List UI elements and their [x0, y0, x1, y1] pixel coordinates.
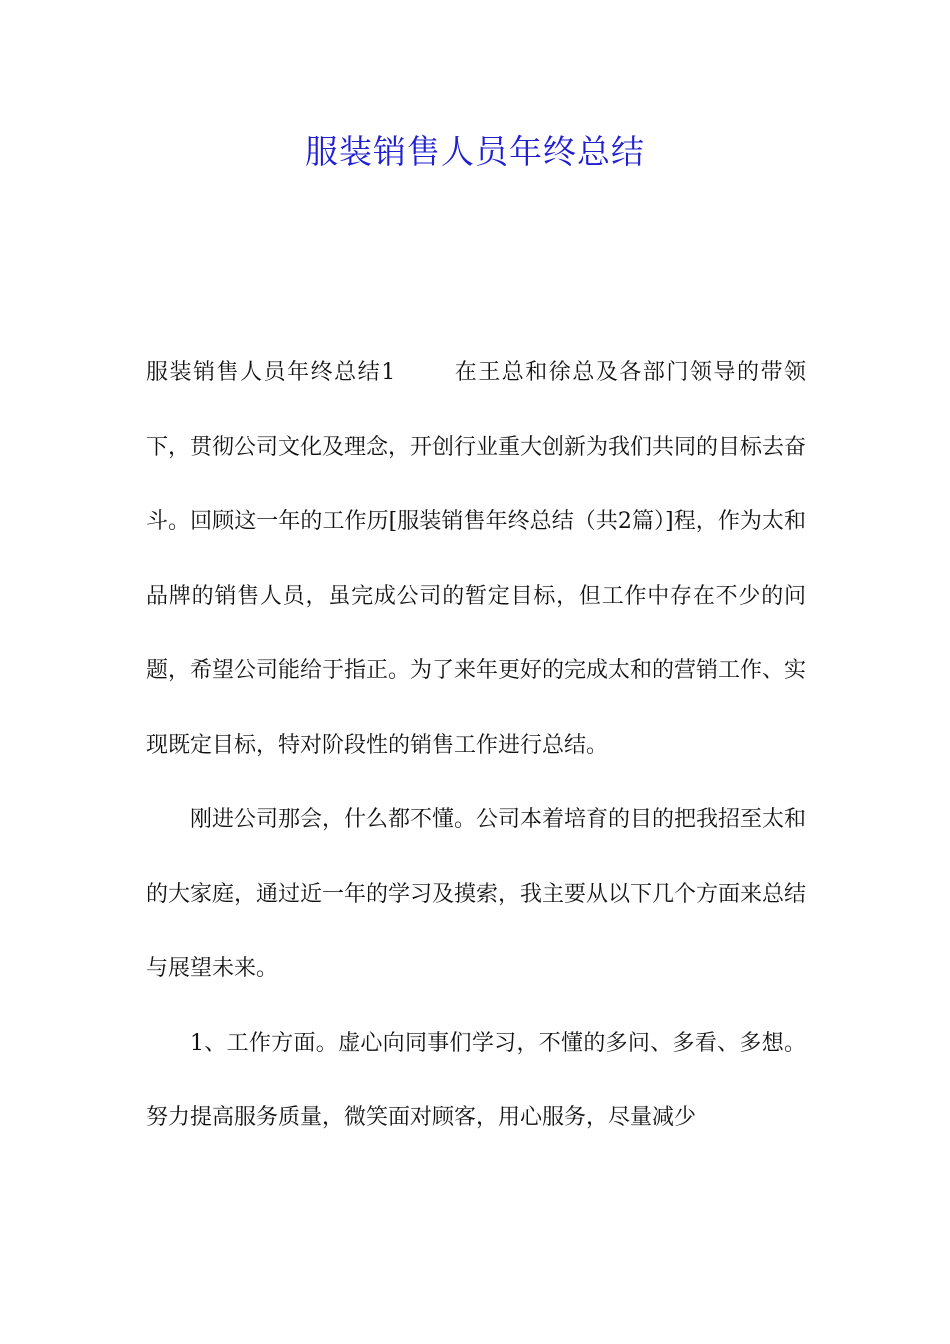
paragraph-1-text: 在王总和徐总及各部门领导的带领下，贯彻公司文化及理念，开创行业重大创新为我们共同的目标去奋斗。回顾这一年的工作历[服装销售年终总结（共2篇）]程，作为太和品牌的销售人员，虽完成公司的暂定目标，但工作中存在不少的问题，希望公司能给于指正。为了来年更好的完成太和的营销工作、实现既定目标，特对阶段性的销售工作进行总结。 — [146, 360, 807, 758]
document-body — [146, 336, 806, 1156]
paragraph-3: 1、工作方面。虚心向同事们学习，不懂的多问、多看、多想。努力提高服务质量，微笑面对顾客，用心服务，尽量减少 — [146, 1030, 806, 1130]
document-title: 服装销售人员年终总结 — [305, 132, 645, 171]
section-label: 服装销售人员年终总结1 — [146, 360, 396, 385]
paragraph-2: 刚进公司那会，什么都不懂。公司本着培育的目的把我招至太和的大家庭，通过近一年的学习及摸索，我主要从以下几个方面来总结与展望未来。 — [146, 807, 807, 981]
paragraph-1 — [146, 336, 806, 783]
